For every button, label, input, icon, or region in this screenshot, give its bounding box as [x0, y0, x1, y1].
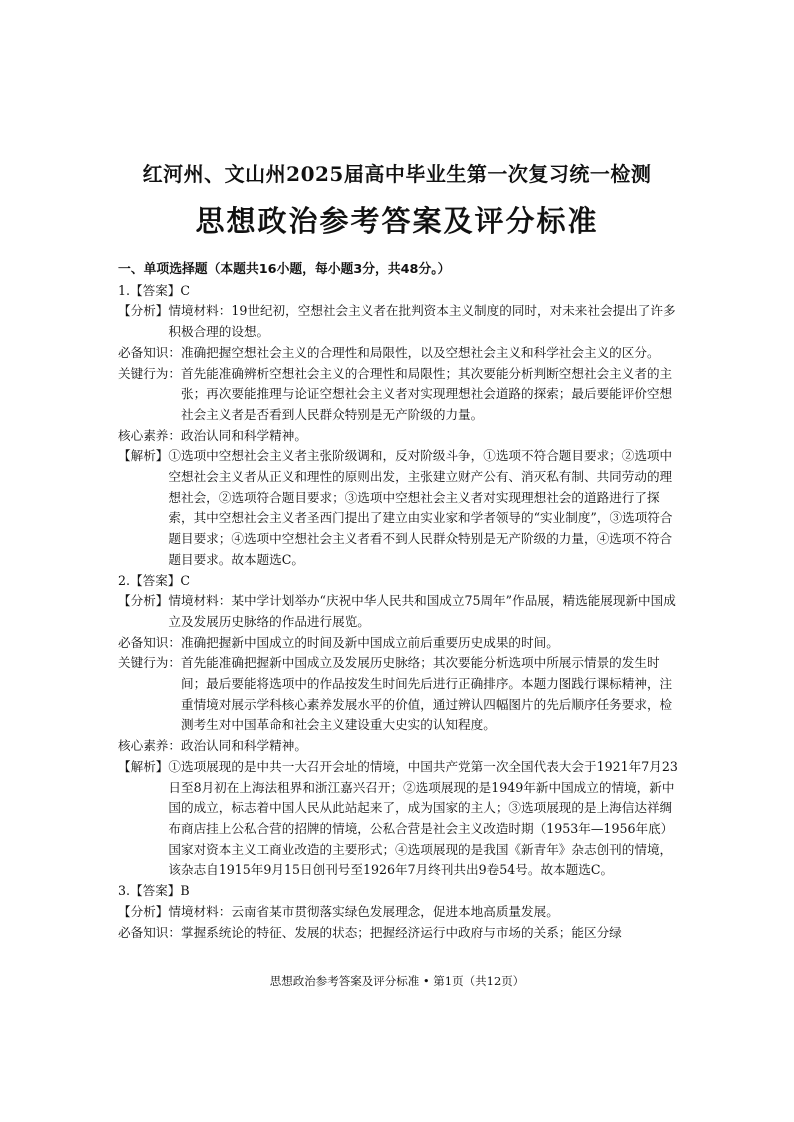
q2-knowledge-label: 必备知识： [118, 634, 181, 650]
q1-knowledge-text: 准确把握空想社会主义的合理性和局限性，以及空想社会主义和科学社会主义的区分。 [180, 344, 660, 360]
q1-behavior-text: 首先能准确辨析空想社会主义的合理性和局限性；其次要能分析判断空想社会主义者的主张；再次要能推理与论证空想社会主义者对实现理想社会道路的探索；最后要能评价空想社会主义者是否看到人民群众特别是无产阶级的力量。 [180, 365, 673, 422]
section-heading: 一、单项选择题（本题共16小题，每小题3分，共48分。） [118, 262, 451, 277]
document-body [118, 260, 678, 943]
q3-analysis [118, 902, 678, 923]
q2-behavior-text: 首先能准确把握新中国成立及发展历史脉络；其次要能分析选项中所展示情景的发生时间；最后要能将选项中的作品按发生时间先后进行正确排序。本题力图践行课标精神，注重情境对展示学科核心素养发展水平的价值，通过辨认四幅图片的先后顺序任务要求，检测考生对中国革命和社会主义建设重大史实的认知程度。 [180, 655, 673, 733]
q1-analysis-text: 情境材料：19世纪初，空想社会主义者在批判资本主义制度的同时，对未来社会提出了许多积极合理的设想。 [168, 303, 676, 340]
q2-behavior-label: 关键行为： [118, 655, 181, 671]
exam-title: 红河州、文山州2025届高中毕业生第一次复习统一检测 [142, 162, 652, 186]
page-footer: 思想政治参考答案及评分标准 • 第1页（共12页） [269, 974, 525, 988]
q1-knowledge [118, 343, 678, 364]
q1-behavior-label: 关键行为： [118, 365, 181, 381]
q2-analysis-label: 【分析】 [118, 593, 169, 609]
q2-knowledge [118, 633, 678, 654]
q3-knowledge [118, 923, 678, 944]
q1-explain [118, 446, 678, 570]
q3-knowledge-text: 掌握系统论的特征、发展的状态；把握经济运行中政府与市场的关系；能区分绿 [180, 924, 622, 940]
q1-analysis [118, 301, 678, 342]
q1-analysis-label: 【分析】 [118, 303, 169, 319]
q3-answer: 3.【答案】B [118, 883, 190, 899]
q3-knowledge-label: 必备知识： [118, 924, 181, 940]
q2-analysis [118, 591, 678, 632]
q2-explain-text: ①选项展现的是中共一大召开会址的情境，中国共产党第一次全国代表大会于1921年7月23日至8月初在上海法租界和浙江嘉兴召开；②选项展现的是1949年新中国成立的情境，新中国的成立，标志着中国人民从此站起来了，成为国家的主人；③选项展现的是上海信达祥绸布商店挂上公私合营的招牌的情境，公私合营是社会主义改造时期（1953年—1956年底）国家对资本主义工商业改造的主要形式；④选项展现的是我国《新青年》杂志创刊的情境，该杂志自1915年9月15日创刊号至1926年7月终刊共出9卷54号。故本题选C。 [168, 758, 678, 878]
q2-explain [118, 757, 678, 881]
q1-explain-label: 【解析】 [118, 448, 169, 464]
q1-knowledge-label: 必备知识： [118, 344, 181, 360]
q2-analysis-text: 情境材料：某中学计划举办“庆祝中华人民共和国成立75周年”作品展，精选能展现新中国成立及发展历史脉络的作品进行展览。 [168, 593, 676, 629]
q2-explain-label: 【解析】 [118, 758, 169, 774]
q3-analysis-label: 【分析】 [118, 903, 169, 919]
q1-explain-text: ①选项中空想社会主义者主张阶级调和，反对阶级斗争，①选项不符合题目要求；②选项中空想社会主义者从正义和理性的原则出发，主张建立财产公有、消灭私有制、共同劳动的理想社会，②选项符合题目要求；③选项中空想社会主义者对实现理想社会的道路进行了探索，其中空想社会主义者圣西门提出了建立由实业家和学者领导的“实业制度”，③选项符合题目要求；④选项中空想社会主义者看不到人民群众特别是无产阶级的力量，④选项不符合题目要求。故本题选C。 [168, 448, 673, 567]
q2-literacy: 核心素养：政治认同和科学精神。 [118, 738, 307, 754]
q1-answer: 1.【答案】C [118, 282, 191, 298]
q3-analysis-text: 情境材料：云南省某市贯彻落实绿色发展理念，促进本地高质量发展。 [168, 903, 559, 919]
q2-knowledge-text: 准确把握新中国成立的时间及新中国成立前后重要历史成果的时间。 [180, 634, 559, 650]
q2-answer: 2.【答案】C [118, 572, 191, 588]
q2-behavior [118, 653, 678, 736]
document-title: 思想政治参考答案及评分标准 [195, 204, 599, 238]
q1-literacy: 核心素养：政治认同和科学精神。 [118, 427, 307, 443]
q1-behavior [118, 364, 678, 426]
